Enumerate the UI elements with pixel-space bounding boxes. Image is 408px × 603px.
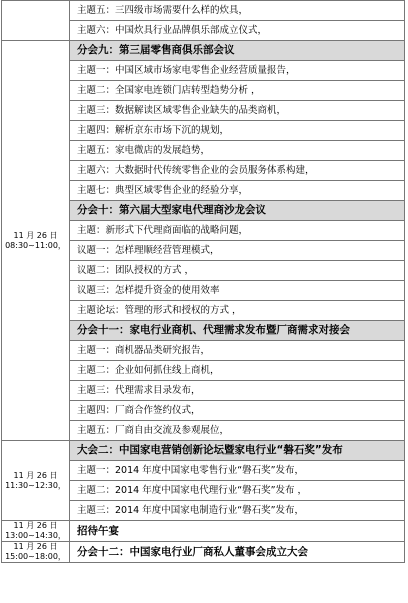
time-slot: 11 月 26 日 11:30~12:30， <box>2 441 70 521</box>
heading-row <box>2 41 405 61</box>
session-heading: 分会十二：中国家电行业厂商私人董事会成立大会 <box>70 542 405 563</box>
agenda-item: 主题七：典型区域零售企业的经验分享， <box>70 181 405 201</box>
agenda-item: 主题：新形式下代理商面临的战略问题， <box>70 221 405 241</box>
heading-row <box>2 441 405 461</box>
agenda-item: 主题五：家电微店的发展趋势， <box>70 141 405 161</box>
session-heading: 大会二：中国家电营销创新论坛暨家电行业“磐石奖”发布 <box>70 441 405 461</box>
agenda-body <box>2 1 405 563</box>
agenda-item: 主题论坛：管理的形式和授权的方式 ， <box>70 301 405 321</box>
session-heading: 分会九：第三届零售商俱乐部会议 <box>70 41 405 61</box>
agenda-item: 主题二：全国家电连锁门店转型趋势分析 ， <box>70 81 405 101</box>
agenda-item: 主题六：大数据时代传统零售企业的会员服务体系构建， <box>70 161 405 181</box>
agenda-item: 主题一：2014 年度中国家电零售行业“磐石奖”发布， <box>70 461 405 481</box>
time-slot: 11 月 26 日 08:30~11:00， <box>2 41 70 441</box>
heading-row <box>2 542 405 563</box>
agenda-item: 主题二：2014 年度中国家电代理行业“磐石奖”发布 ， <box>70 481 405 501</box>
agenda-item: 主题五：三四级市场需要什么样的炊具， <box>70 1 405 21</box>
time-slot: 11 月 26 日 13:00~14:30， <box>2 521 70 542</box>
session-heading: 招待午宴 <box>70 521 405 542</box>
item-row <box>2 1 405 21</box>
agenda-table <box>1 0 405 563</box>
time-slot <box>2 1 70 41</box>
time-slot: 11 月 26 日 15:00~18:00， <box>2 542 70 563</box>
agenda-item: 主题一：中国区域市场家电零售企业经营质量报告， <box>70 61 405 81</box>
agenda-item: 主题二：企业如何抓住线上商机， <box>70 361 405 381</box>
session-heading: 分会十：第六届大型家电代理商沙龙会议 <box>70 201 405 221</box>
session-heading: 分会十一：家电行业商机、代理需求发布暨厂商需求对接会 <box>70 321 405 341</box>
agenda-item: 议题二：团队授权的方式 ， <box>70 261 405 281</box>
agenda-item: 主题四：厂商合作签约仪式， <box>70 401 405 421</box>
agenda-item: 主题三：数据解读区域零售企业缺失的品类商机， <box>70 101 405 121</box>
agenda-item: 主题五：厂商自由交流及参观展位， <box>70 421 405 441</box>
agenda-item: 主题六：中国炊具行业品牌俱乐部成立仪式， <box>70 21 405 41</box>
agenda-item: 主题一：商机器品类研究报告， <box>70 341 405 361</box>
agenda-item: 主题三：2014 年度中国家电制造行业“磐石奖”发布， <box>70 501 405 521</box>
agenda-item: 议题一：怎样理顺经营管理模式， <box>70 241 405 261</box>
agenda-item: 议题三：怎样提升资金的使用效率 <box>70 281 405 301</box>
heading-row <box>2 521 405 542</box>
agenda-item: 主题四：解析京东市场下沉的规划， <box>70 121 405 141</box>
agenda-item: 主题三：代理需求目录发布， <box>70 381 405 401</box>
